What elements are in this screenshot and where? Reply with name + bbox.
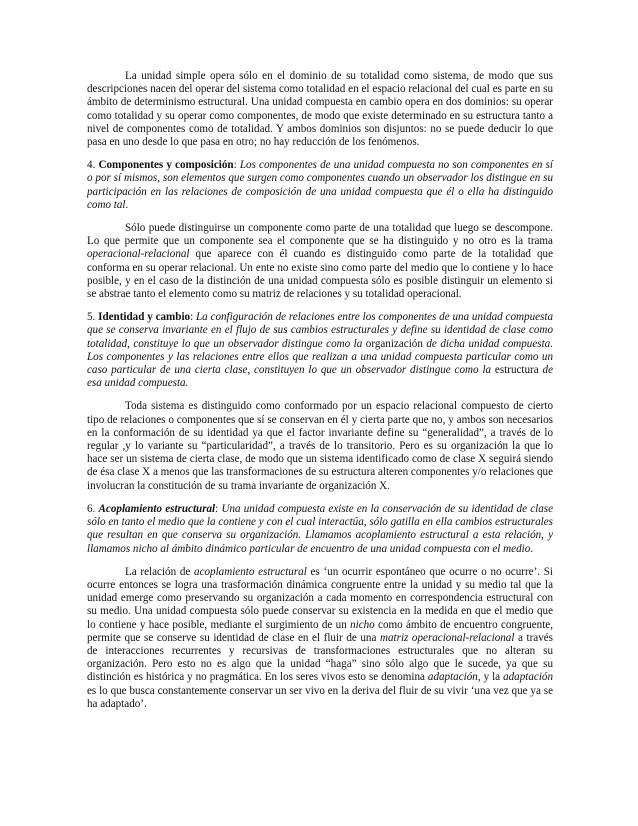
text-run: La relación de bbox=[125, 565, 195, 578]
section-title: Acoplamiento estructural bbox=[98, 502, 216, 515]
text-run: Sólo puede distinguirse un componente como parte de una totalidad que luego se descompone. Lo que permite que un componente sea el componente que se ha distinguido y no otro es la trama bbox=[87, 222, 553, 248]
text-run: 5. bbox=[87, 311, 99, 324]
paragraph-distinguir-componente bbox=[87, 222, 553, 301]
text-run: . bbox=[530, 542, 534, 555]
text-run: 6. bbox=[87, 502, 99, 515]
section-title: Componentes y composición bbox=[98, 159, 234, 172]
paragraph-toda-sistema bbox=[87, 400, 553, 492]
emphasis-text: acoplamiento estructural bbox=[194, 565, 307, 578]
section-5-identidad-y-cambio bbox=[87, 311, 553, 390]
text-run: La unidad simple opera sólo en el dominio de su totalidad como sistema, de modo que sus descripciones nacen del operar del sistema como totalidad en el espacio relacional del cual es parte en su ámbito de determinismo estructural. Una unidad compuesta en cambio opera en dos dominios: su operar como totalidad y su operar como componentes, de modo que existe determinado en su estructura tanto a nivel de componentes como de totalidad. Y ambos dominios son disjuntos: no se puede deducir lo que pasa en uno desde lo que pasa en otro; no hay reducción de los fenómenos. bbox=[87, 70, 553, 149]
text-run: . bbox=[125, 198, 129, 211]
emphasis-text: adaptación bbox=[503, 671, 553, 684]
text-run: Toda sistema es distinguido como conformado por un espacio relacional compuesto de cierto tipo de relaciones o componentes que sí se conservan en él y cierta parte que no, y ambos son necesarios en la conformación de su identidad ya que el factor invariante define su “generalidad”, a través de lo regular ,y lo variante su “particularidad”, a través de lo transitorio. Pero es su organización la que lo hace ser un sistema de cierta clase, de modo que un sistema identificado como de clase X seguirá siendo de ésa clase X a menos que las transformaciones de su estructura alteren componentes y/o relaciones que involucran la constitución de su trama invariante de organización X. bbox=[87, 400, 553, 492]
document-page bbox=[87, 70, 553, 721]
text-run: organización bbox=[365, 337, 423, 350]
text-run: : bbox=[233, 159, 240, 172]
emphasis-text: Una unidad compuesta existe en la conservación de su identidad de clase sólo en tanto el medio que la contiene y con el cual interactúa, sólo gatilla en ella cambios estructurales que resultan en que conserva su organización. Llamamos acoplamiento estructural a esta relación, y llamamos nicho al ámbito dinámico particular de encuentro de una unidad compuesta con el medio bbox=[87, 502, 554, 555]
emphasis-text: adaptación bbox=[427, 671, 478, 684]
emphasis-text: Los componentes de una unidad compuesta no son componentes en sí o por sí mismos, son elementos que surgen como componentes cuando un observador los distingue en su participación en las relaciones de composición de una unidad compuesta que él o ella ha distinguido como tal bbox=[87, 159, 554, 211]
emphasis-text: operacional-relacional bbox=[87, 248, 190, 261]
text-run: , y la bbox=[477, 671, 504, 684]
paragraph-relacion-acoplamiento bbox=[87, 566, 553, 711]
emphasis-text: La configuración de relaciones entre los componentes de una unidad compuesta que se conserva invariante en el flujo de sus cambios estructurales y define su identidad de clase como totalidad, constituye lo que un observador distingue como la bbox=[87, 311, 553, 350]
paragraph-unidad-simple bbox=[87, 70, 553, 149]
emphasis-text: nicho bbox=[350, 618, 375, 631]
text-run: : bbox=[215, 502, 222, 515]
text-run: es lo que busca constantemente conservar un ser vivo en la deriva del fluir de su vivir ‘una vez que ya se ha adaptado’. bbox=[87, 684, 553, 710]
text-run: 4. bbox=[87, 159, 99, 172]
text-run: que aparece con él cuando es distinguido como parte de la totalidad que conforma en su operar relacional. Un ente no existe sino como parte del medio que lo contiene y lo hace posible, y en el caso de la distinción de una unidad compuesta sólo es posible distinguir un elemento si se abstrae tanto el elemento como su matriz de relaciones y su totalidad operacional. bbox=[87, 248, 553, 301]
section-4-componentes-y-composicion bbox=[87, 159, 553, 212]
text-run: es ‘un ocurrir espontáneo que ocurre o no ocurre’. Si ocurre entonces se logra una trasformación dinámica congruente entre la unidad y su medio tal que la unidad emerge como preservando su organización a cada momento en correspondencia estructural con su medio. Una unidad compuesta sólo puede conservar su existencia en la medida en que el medio que lo contiene y hace posible, mediante el surgimiento de un bbox=[87, 565, 553, 631]
emphasis-text: de esa unidad compuesta. bbox=[87, 364, 553, 390]
text-run: como ámbito de encuentro congruente, permite que se conserve su identidad de clase en el fluir de una bbox=[87, 618, 554, 644]
text-run: a través de interacciones recurrentes y recursivas de transformaciones estructurales que no alteran su organización. Pero esto no es algo que la unidad “haga” sino sólo algo que le sucede, ya que su distinción es histórica y no pragmática. En los seres vivos esto se denomina bbox=[87, 631, 553, 684]
text-run: : bbox=[190, 311, 196, 324]
section-6-acoplamiento-estructural bbox=[87, 503, 553, 556]
emphasis-text: de dicha unidad compuesta. Los componentes y las relaciones entre ellos que realizan a una unidad compuesta particular como un caso particular de una cierta clase, constituyen lo que un observador distingue como la bbox=[87, 337, 553, 377]
section-title: Identidad y cambio bbox=[98, 311, 191, 324]
emphasis-text: matriz operacional-relacional bbox=[379, 631, 515, 644]
text-run: estructura bbox=[494, 364, 539, 377]
